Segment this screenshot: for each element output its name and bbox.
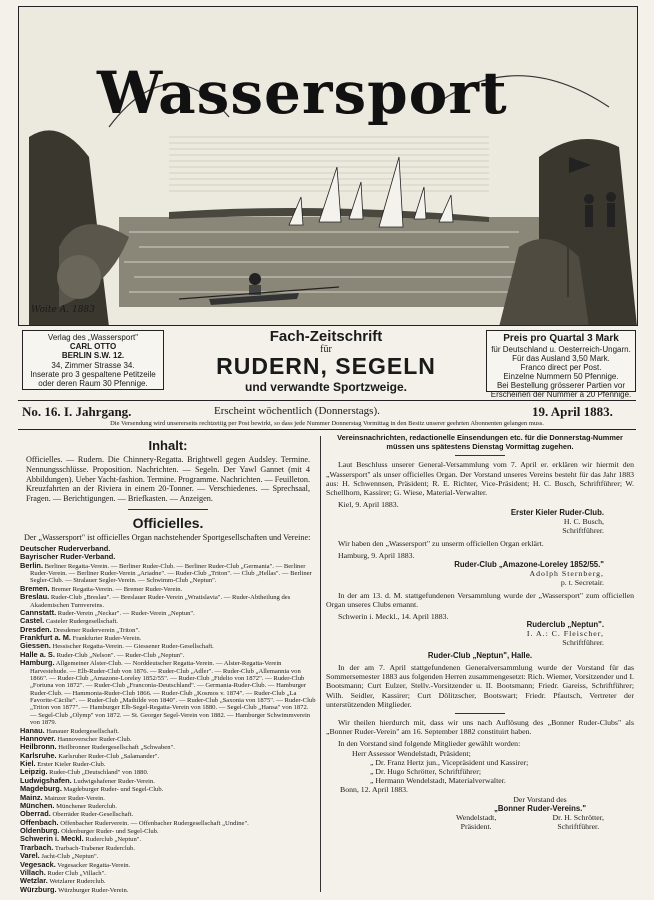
club-entry [20, 835, 316, 843]
kiel-dateline: Kiel, 9. April 1883. [338, 500, 399, 510]
signature-club: Ruderclub „Neptun". [526, 620, 604, 630]
club-entry [20, 869, 316, 877]
hamburg-signature [326, 561, 634, 588]
contents-text: Officielles. — Rudern. Die Chinnery-Regatta. Brightwell gegen Audsley. Termine. Nennungsschlüsse. Proposition. Nachrichten. — Segeln. Der Yawl Gannet (mit 4 Abbildungen). Ueber Yacht-fashion. Termine. Programme. Nachrichten. — Feuilleton. Kreuzfahrten an der Riviera in einem 20-Tonner. — Verschiedenes. — Sprechsaal, Fragen. — Berichtigungen. — Briefkasten. — Anzeigen. [26, 455, 310, 504]
section-rule [128, 509, 208, 510]
club-city: Vegesack. [20, 859, 56, 869]
club-names: Hessischer Regatta-Verein. — Giessener Ruder-Gesellschaft. [52, 643, 214, 651]
contents-heading: Inhalt: [148, 438, 188, 453]
bonn-announcement: Wir theilen hierdurch mit, dass wir uns nach Auflösung des „Bonner Ruder-Clubs" als „Bonner Ruder-Verein" am 16. September 1882 constituirt haben. [326, 718, 634, 737]
club-names: Oldenburger Ruder- und Segel-Club. [61, 828, 159, 835]
club-city: Hanau. [20, 725, 45, 735]
subtitle-block [168, 328, 484, 394]
subtitle-line: Fach-Zeitschrift [269, 328, 383, 345]
halle-heading: Ruder-Club „Neptun", Halle. [427, 650, 533, 660]
official-intro: Der „Wassersport" ist officielles Organ nachstehender Sportgesellschaften und Vereine: [24, 533, 311, 543]
club-names: Ruder-Verein „Neckar". — Ruder-Verein „Neptun". [57, 609, 195, 617]
newspaper-page [18, 6, 636, 892]
club-city: Heilbronn. [20, 742, 57, 752]
club-names: Berliner Regatta-Verein. — Berliner Ruder-Club. — Berliner Ruder-Club „Germania". — Berliner Ruder-Verein. — Berliner Ruder-Verein „Ariadne". — Ruder-Club „Triton". — Club „Hellas". — Berliner Segler-Club. — Stralauer Segler-Verein. — Schwimm-Club „Neptun". [30, 562, 312, 585]
club-city: Breslau. [20, 592, 50, 602]
club-entry [20, 617, 316, 625]
club-names: Jacht-Club „Neptun". [41, 853, 99, 861]
club-names: Hanauer Rudergesellschaft. [46, 727, 120, 735]
issue-frequency: Erscheint wöchentlich (Donnerstags). [214, 405, 380, 417]
publisher-line: BERLIN S.W. 12. [61, 351, 125, 361]
club-entry [20, 852, 316, 860]
club-entry [20, 562, 316, 585]
hamburg-announcement: Wir haben den „Wassersport" zu unserm officiellen Organ erklärt. [338, 539, 544, 549]
club-entry [20, 553, 316, 561]
club-entry [20, 810, 316, 818]
club-names: Münchener Ruderclub. [56, 802, 117, 810]
club-names: Heilbronner Rudergesellschaft „Schwaben". [58, 744, 175, 752]
club-names: Ruderclub „Neptun". [85, 836, 142, 844]
signature-club: Erster Kieler Ruder-Club. [510, 508, 604, 518]
club-entry [20, 819, 316, 827]
bonn-board-intro: In den Vorstand sind folgende Mitglieder gewählt worden: [338, 739, 521, 749]
club-entry [20, 727, 316, 735]
signature-name: Adolph Sternberg, [529, 568, 604, 578]
club-entry [20, 634, 316, 642]
club-names: Ruder Club „Villach". [47, 869, 106, 877]
club-entry [20, 802, 316, 810]
club-city: Castel. [20, 616, 45, 626]
club-city: Dresden. [20, 624, 52, 634]
club-entry [20, 794, 316, 802]
club-city: Offenbach. [20, 817, 59, 827]
price-line: Einzelne Nummern 50 Pfennige. [503, 372, 619, 382]
club-city: Halle a. S. [20, 649, 55, 659]
club-names: Ruder-Club „Deutschland" von 1880. [49, 769, 149, 777]
signature-name: I. A.: C. Fleischer, [526, 629, 604, 639]
issue-number: No. 16. I. Jahrgang. [22, 404, 132, 419]
club-entry [20, 651, 316, 659]
delivery-note: Die Versendung wird unsererseits rechtzeitig per Post bewirkt, so dass jede Nummer Donnerstag Vormittag in den Besitz unserer geehrten Abonnenten gelangen muss. [18, 420, 636, 430]
club-city: Trarbach. [20, 842, 54, 852]
schwerin-signature [326, 621, 634, 648]
club-names: Casteler Rudergesellschaft. [45, 618, 118, 626]
club-city: Hannover. [20, 733, 56, 743]
publisher-line: Verlag des „Wassersport" [47, 333, 139, 342]
signature-role: Schriftführer. [562, 637, 604, 647]
club-names: Oberräder Ruder-Gesellschaft. [52, 811, 134, 819]
club-city: Würzburg. [20, 884, 57, 894]
publisher-line: Inserate pro 3 gespaltene Petitzeile [30, 369, 156, 379]
club-city: Wetzlar. [20, 876, 48, 886]
club-entry [20, 777, 316, 785]
bonn-board-member: Herr Assessor Wendelstadt, Präsident; [352, 748, 471, 758]
column-divider [320, 436, 321, 892]
club-entry [20, 886, 316, 894]
club-city: Deutscher Ruderverband. [20, 543, 111, 553]
publisher-line: oder deren Raum 30 Pfennige. [38, 378, 148, 388]
club-city: Hamburg. [20, 658, 55, 668]
club-city: Schwerin i. Meckl. [20, 834, 84, 844]
club-entry [20, 659, 316, 726]
masthead-illustration [18, 6, 638, 326]
club-list [20, 545, 316, 894]
price-box [486, 330, 636, 400]
club-names: Vegesacker Regatta-Verein. [57, 861, 131, 869]
club-city: Villach. [20, 867, 46, 877]
official-heading: Officielles. [132, 514, 204, 531]
club-city: Berlin. [20, 560, 43, 570]
club-city: Karlsruhe. [20, 750, 57, 760]
club-names: Hannoverscher Ruder-Club. [57, 735, 132, 743]
club-city: Cannstatt. [20, 607, 57, 617]
club-city: Varel. [20, 851, 40, 861]
club-city: Mainz. [20, 792, 43, 802]
masthead-engraving [19, 7, 637, 325]
subtitle-main: RUDERN, SEGELN [216, 353, 436, 379]
club-entry [20, 743, 316, 751]
club-city: Ludwigshafen. [20, 775, 72, 785]
section-rule [455, 713, 505, 714]
club-entry [20, 760, 316, 768]
section-rule [455, 455, 505, 456]
club-names: Erster Kieler Ruder-Club. [37, 761, 106, 768]
bonn-signature-club: „Bonner Ruder-Vereins." [493, 803, 587, 813]
signature-role: p. t. Secretair. [560, 577, 604, 587]
club-names: Bremer Regatta-Verein. — Bremer Ruder-Verein. [51, 585, 183, 593]
price-line: Preis pro Quartal 3 Mark [503, 333, 619, 344]
artist-signature: Woite A. 1883 [31, 305, 95, 315]
publisher-box [22, 330, 164, 390]
club-city: Magdeburg. [20, 784, 62, 794]
halle-announcement: In der am 7. April stattgefundenen Generalversammlung wurde der Vorstand für das Sommersemester 1883 aus folgenden Herren zusammengesetzt: Rich. Wiemer, Vorsitzender und I. Bootsmann; Curt Eulzer, Stellv.-Vorsitzender u. II. Bootsmann; Friedr. Gareiss, Schriftführer; Wilh. Seidler, Kassirer; Curt Dölitzscher, Bootswart; Friedr. Pfautsch, Vertreter der unterstützenden Mitglieder. [326, 663, 634, 709]
club-names: Frankfurter Ruder-Verein. [72, 635, 142, 642]
club-entry [20, 877, 316, 885]
signature-role: Schriftführer. [562, 526, 604, 536]
bonn-signatures [326, 813, 634, 831]
issue-line [18, 400, 636, 422]
subtitle-line: und verwandte Sportzweige. [244, 380, 408, 394]
bonn-dateline: Bonn, 12. April 1883. [340, 785, 409, 795]
signature-name: Wendelstadt, [456, 812, 497, 822]
club-entry [20, 844, 316, 852]
club-city: München. [20, 800, 55, 810]
signature-club: Ruder-Club „Amazone-Loreley 1852/55." [454, 559, 604, 569]
club-names: Karlsruher Ruder-Club „Salamander". [58, 752, 160, 760]
club-entry [20, 861, 316, 869]
signature-name: Dr. H. Schrötter, [552, 812, 604, 822]
publisher-line: 34, Zimmer Strasse 34. [51, 360, 135, 370]
club-names: Dresdener Ruderverein „Triton". [53, 626, 140, 634]
club-names: Allgemeiner Alster-Club. — Norddeutscher Regatta-Verein. — Alster-Regatta-Verein Harvestehude. — Elb-Ruder-Club von 1876. — Ruder-Club „Adler". — Ruder-Club „Allemannia von 1866". — Ruder-Club „Amazone-Loreley 1852/55". — Ruder-Club „Fidelio von 1872". — Ruder-Club „Fortuna von 1872". — Ruder-Club „Franconia-Deutschland". — Germania-Ruder-Club. — Hamburger Ruder-Club. — Hammonia-Ruder-Club 1866. — Ruder-Club „Kosmos v. 1874". — Ruder-Club „La Favorite-Cäcilie". — Ruder-Club „Mathilde von 1840". — Ruder-Club „Saxonia von 1875". — Ruder-Club „Triton von 1877". — Hamburger Elb-Segel-Regatta-Verein von 1880. — Segel-Club „Hansa" von 1872. — Segel-Club „Olymp" von 1872. — St. Georger Segel-Verein von 1882. — Hamburger Schwimmverein von 1879. [30, 660, 316, 727]
signature-right [553, 813, 604, 831]
left-column [20, 434, 316, 894]
bonn-board-member: „ Dr. Hugo Schrötter, Schriftführer; [370, 766, 481, 776]
club-city: Bremen. [20, 583, 50, 593]
issue-date: 19. April 1883. [532, 404, 613, 419]
masthead-title: Wassersport [97, 59, 508, 127]
bonn-board-member: „ Hermann Wendelstadt, Materialverwalter. [370, 776, 506, 786]
signature-name: H. C. Busch, [563, 517, 604, 527]
club-city: Giessen. [20, 641, 51, 651]
club-entry [20, 735, 316, 743]
price-line: Bei Bestellung grösserer Partien vor [496, 381, 626, 391]
club-entry [20, 642, 316, 650]
schwerin-announcement: In der am 13. d. M. stattgefundenen Versammlung wurde der „Wassersport" zum officiellen Organ unseres Clubs ernannt. [326, 590, 634, 609]
club-city: Leipzig. [20, 767, 48, 777]
club-names: Offenbacher Ruderverein. — Offenbacher Rudergesellschaft „Undine". [60, 819, 249, 827]
club-names: Wetzlarer Ruderclub. [49, 878, 106, 886]
kiel-signature [326, 509, 634, 536]
club-names: Trarbach-Trabener Ruderclub. [54, 844, 135, 852]
submission-notice: Vereinsnachrichten, redactionelle Einsendungen etc. für die Donnerstag-Nummer müssen uns spätestens Dienstag Vormittag zugehen. [337, 433, 623, 451]
price-line: Franco direct per Post. [520, 362, 602, 372]
signature-role: Schriftführer. [557, 822, 600, 832]
club-names: Mainzer Ruder-Verein. [44, 794, 105, 802]
club-city: Oberrad. [20, 809, 51, 819]
club-city: Bayrischer Ruder-Verband. [20, 552, 116, 562]
signature-left [456, 813, 496, 831]
bonn-signature-head: Der Vorstand des [513, 794, 567, 804]
price-line: Für das Ausland 3,50 Mark. [512, 353, 610, 363]
price-line: Erscheinen der Nummer à 20 Pfennige. [490, 390, 632, 400]
subtitle-line: für [320, 344, 332, 355]
signature-role: Präsident. [460, 822, 492, 832]
publisher-line: CARL OTTO [69, 342, 117, 352]
club-names: Ruder-Club „Nelson". — Ruder-Club „Neptun". [56, 651, 185, 659]
club-city: Kiel. [20, 759, 36, 768]
right-column [326, 434, 634, 831]
club-names: Würzburger Ruder-Verein. [58, 886, 129, 894]
club-names: Ruder-Club „Breslau". — Breslauer Ruder-Verein „Wratislavia". — Ruder-Abtheilung des Akademischen Turnvereins. [30, 594, 291, 609]
club-entry [20, 609, 316, 617]
club-city: Frankfurt a. M. [20, 633, 71, 642]
club-entry [20, 785, 316, 793]
kiel-announcement: Laut Beschluss unserer General-Versammlung vom 7. April er. erklären wir hiermit den „Wassersport" als unser officielles Organ. Der Vorstand unseres Vereins besteht für das Jahr 1883 aus: H. Schwennsen, Präsident; R. E. Richter, Vice-Präsident; H. C. Busch, Schriftführer; W. Schellhorn, Kassirer; G. Wiese, Material-Verwalter. [326, 460, 634, 498]
club-entry [20, 585, 316, 593]
club-names: Magdeburger Ruder- und Segel-Club. [63, 786, 164, 794]
club-entry [20, 752, 316, 760]
schwerin-dateline: Schwerin i. Meckl., 14. April 1883. [338, 611, 449, 621]
club-names: Ludwigshafener Ruder-Verein. [73, 777, 155, 785]
club-entry [20, 593, 316, 609]
bonn-board-member: „ Dr. Franz Hertz jun., Vicepräsident und Kassirer; [370, 757, 529, 767]
club-city: Oldenburg. [20, 826, 60, 835]
price-line: für Deutschland u. Oesterreich-Ungarn. [491, 344, 631, 354]
hamburg-dateline: Hamburg, 9. April 1883. [338, 551, 415, 561]
